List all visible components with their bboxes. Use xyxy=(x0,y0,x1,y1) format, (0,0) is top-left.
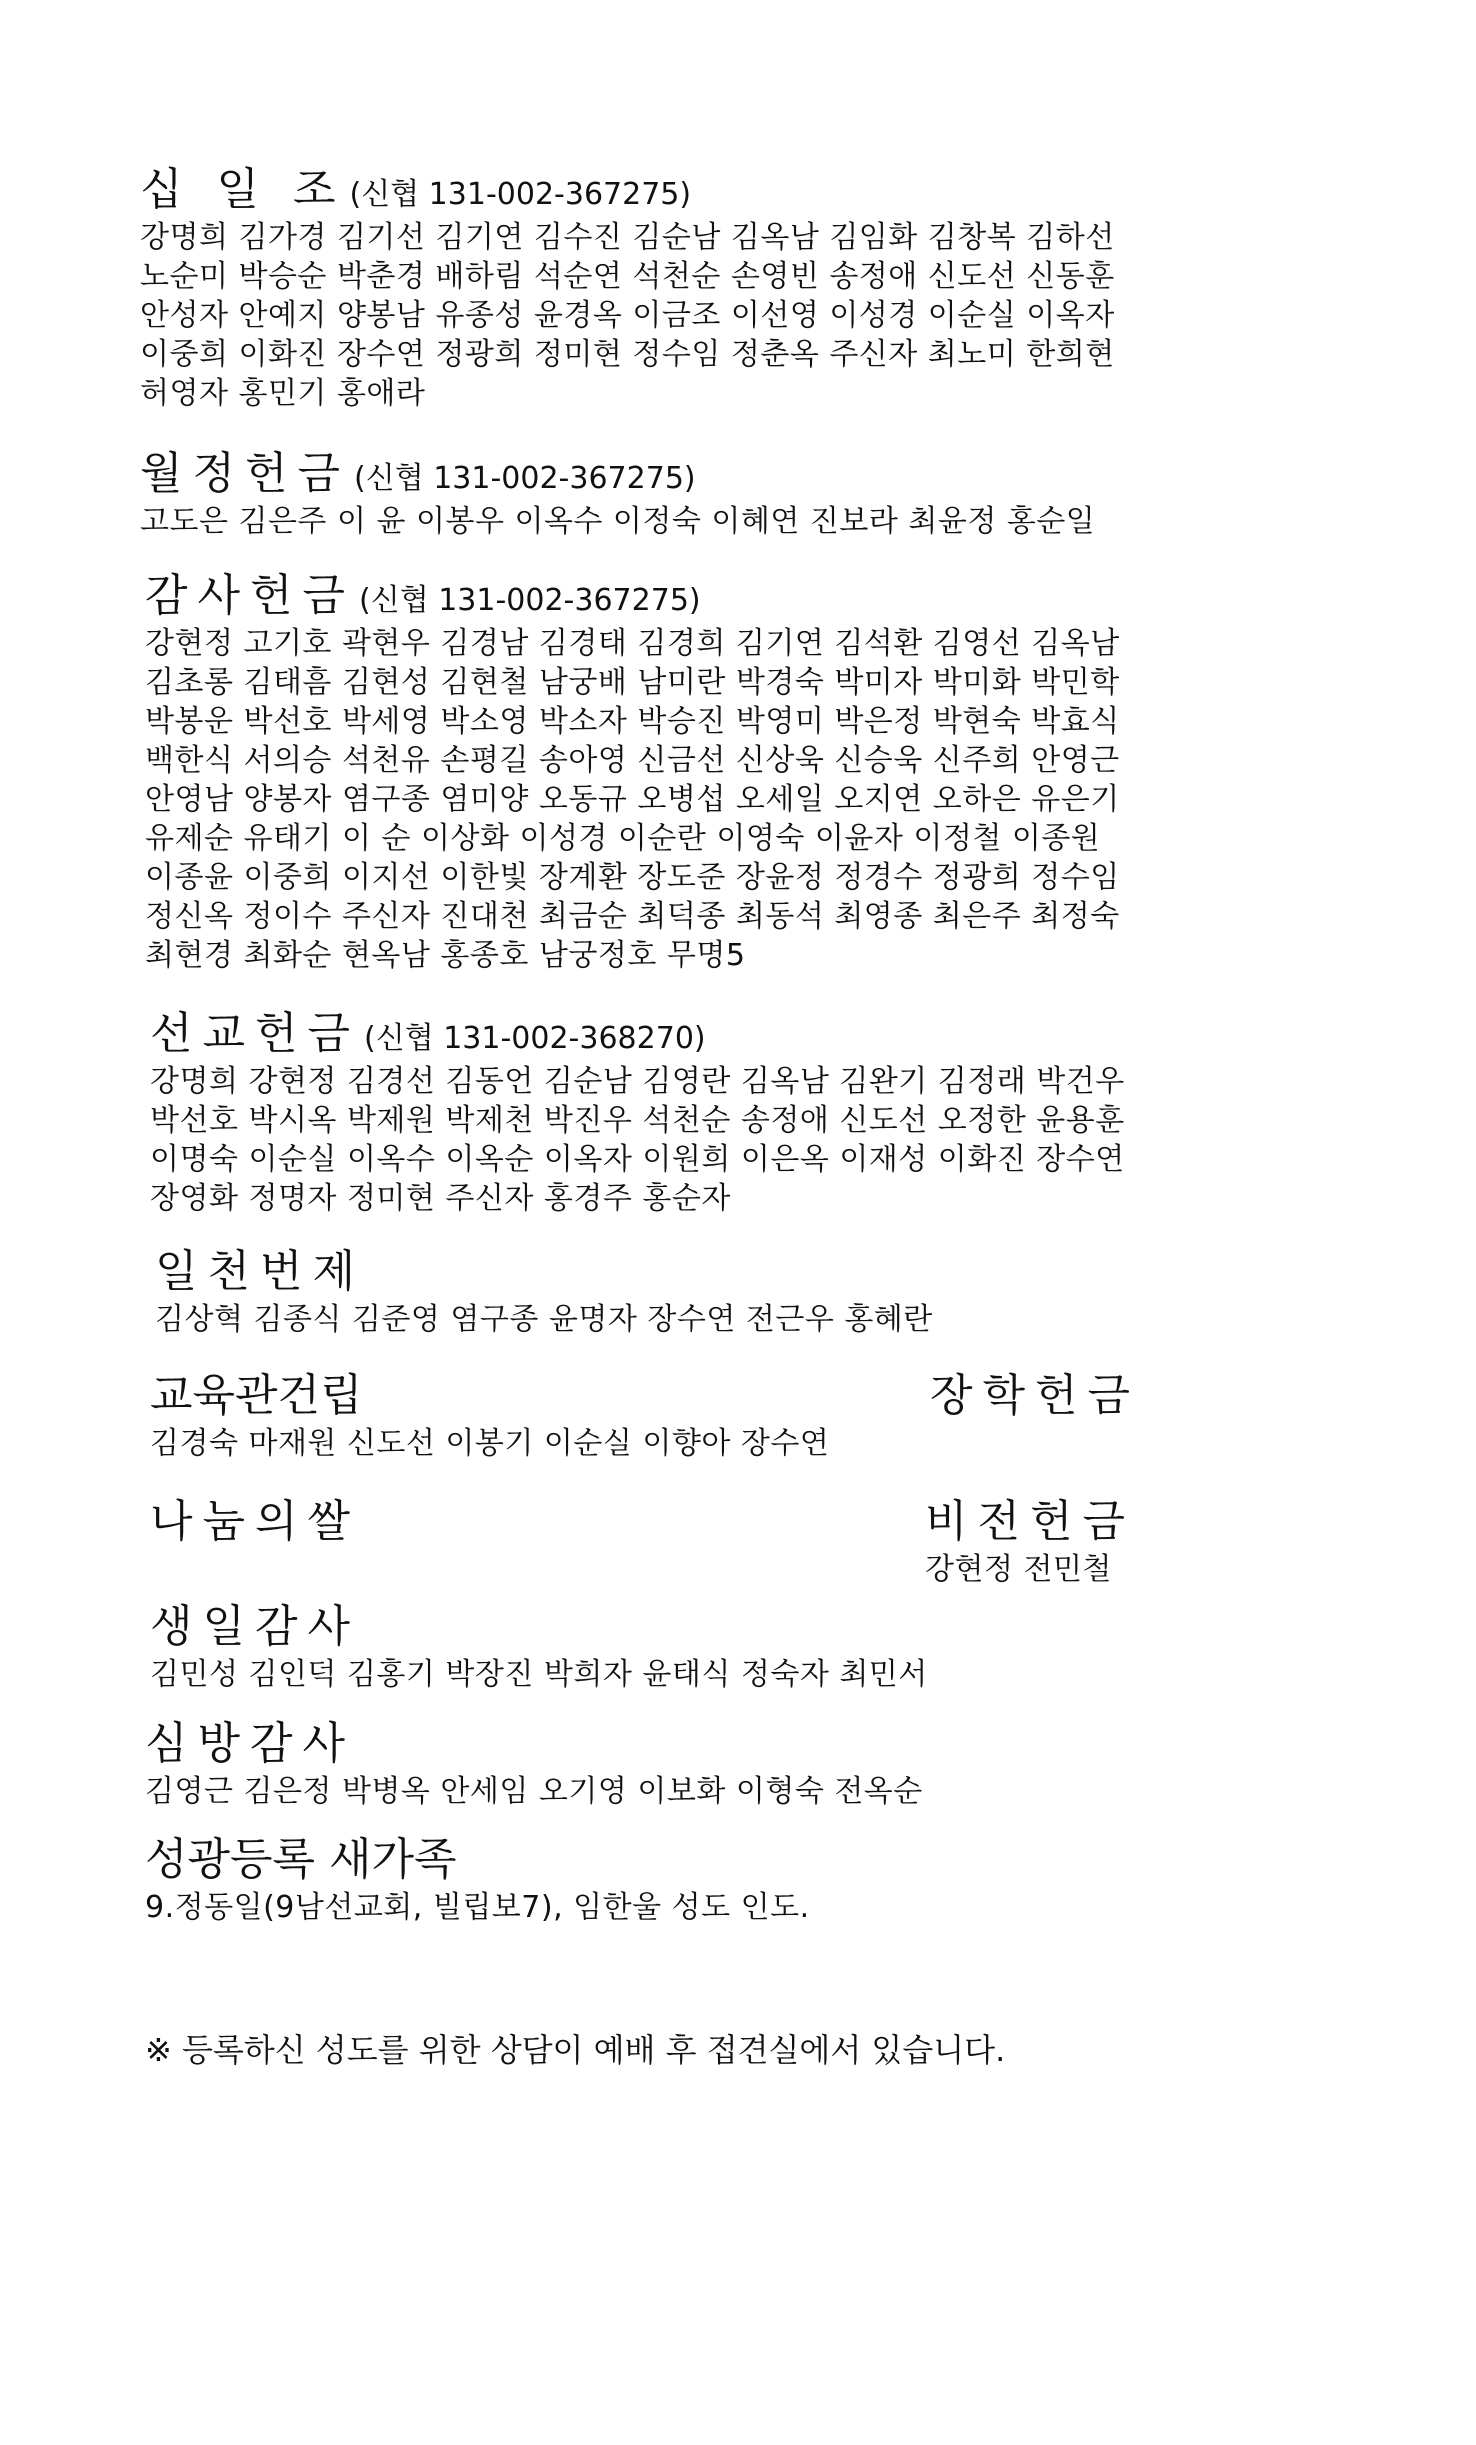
name-line: 안영남 양봉자 염구종 염미양 오동규 오병섭 오세일 오지연 오하은 유은기 xyxy=(145,782,1120,817)
name-line: 노순미 박승순 박춘경 배하림 석순연 석천순 손영빈 송정애 신도선 신동훈 xyxy=(140,259,1115,294)
name-line: 정신옥 정이수 주신자 진대천 최금순 최덕종 최동석 최영종 최은주 최정숙 xyxy=(145,899,1120,934)
name-line: 박선호 박시옥 박제원 박제천 박진우 석천순 송정애 신도선 오정한 윤용훈 xyxy=(150,1103,1125,1138)
scholarship-title: 장학헌금 xyxy=(930,1370,1141,1421)
name-line: 김경숙 마재원 신도선 이봉기 이순실 이향아 장수연 xyxy=(150,1426,830,1461)
tithe-names xyxy=(140,218,1340,413)
rice-section xyxy=(150,1496,361,1547)
name-line: 백한식 서의승 석천유 손평길 송아영 신금선 신상욱 신승욱 신주희 안영근 xyxy=(145,743,1120,778)
name-line: 강현정 전민철 xyxy=(925,1552,1112,1587)
visit-section xyxy=(145,1718,1345,1811)
monthly-account: (신협 131-002-367275) xyxy=(354,461,696,496)
firstfruit-section xyxy=(155,1246,1355,1339)
name-line: 장영화 정명자 정미현 주신자 홍경주 홍순자 xyxy=(150,1181,731,1216)
notice-section xyxy=(145,2025,1005,2071)
scholarship-section xyxy=(930,1370,1141,1421)
monthly-section xyxy=(140,448,1340,541)
name-line: 최현경 최화순 현옥남 홍종호 남궁정호 무명5 xyxy=(145,938,746,973)
visit-names xyxy=(145,1772,1345,1811)
vision-section xyxy=(925,1496,1325,1589)
newfamily-names xyxy=(145,1888,1345,1927)
education-section xyxy=(150,1370,1350,1463)
birthday-section xyxy=(150,1601,1350,1694)
name-line: 김상혁 김종식 김준영 염구종 윤명자 장수연 전근우 홍혜란 xyxy=(155,1302,933,1337)
name-line: 김영근 김은정 박병옥 안세임 오기영 이보화 이형숙 전옥순 xyxy=(145,1774,923,1809)
thanks-account: (신협 131-002-367275) xyxy=(359,583,701,618)
firstfruit-names xyxy=(155,1300,1355,1339)
name-line: 안성자 안예지 양봉남 유종성 윤경옥 이금조 이선영 이성경 이순실 이옥자 xyxy=(140,298,1115,333)
thanks-section xyxy=(145,570,1345,975)
vision-names xyxy=(925,1550,1325,1589)
name-line: 고도은 김은주 이 윤 이봉우 이옥수 이정숙 이혜연 진보라 최윤정 홍순일 xyxy=(140,504,1096,539)
birthday-title: 생일감사 xyxy=(150,1601,361,1652)
name-line: 강명희 김가경 김기선 김기연 김수진 김순남 김옥남 김임화 김창복 김하선 xyxy=(140,220,1115,255)
newfamily-title: 성광등록 새가족 xyxy=(145,1834,457,1885)
education-title: 교육관건립 xyxy=(150,1370,363,1421)
tithe-title: 십 일 조 xyxy=(140,164,346,215)
education-names xyxy=(150,1424,1350,1463)
birthday-names xyxy=(150,1655,1350,1694)
monthly-names xyxy=(140,502,1340,541)
tithe-section xyxy=(140,164,1340,413)
name-line: 이명숙 이순실 이옥수 이옥순 이옥자 이원희 이은옥 이재성 이화진 장수연 xyxy=(150,1142,1125,1177)
tithe-account: (신협 131-002-367275) xyxy=(349,177,692,212)
name-line: 유제순 유태기 이 순 이상화 이성경 이순란 이영숙 이윤자 이정철 이종원 xyxy=(145,821,1101,856)
vision-title: 비전헌금 xyxy=(925,1496,1136,1547)
visit-title: 심방감사 xyxy=(145,1718,356,1769)
name-line: 이종윤 이중희 이지선 이한빛 장계환 장도준 장윤정 정경수 정광희 정수임 xyxy=(145,860,1120,895)
rice-title: 나눔의쌀 xyxy=(150,1496,361,1547)
name-line: 김민성 김인덕 김홍기 박장진 박희자 윤태식 정숙자 최민서 xyxy=(150,1657,928,1692)
thanks-names xyxy=(145,624,1345,975)
mission-names xyxy=(150,1062,1350,1218)
name-line: 김초롱 김태흠 김현성 김현철 남궁배 남미란 박경숙 박미자 박미화 박민학 xyxy=(145,665,1120,700)
notice-text: ※ 등록하신 성도를 위한 상담이 예배 후 접견실에서 있습니다. xyxy=(145,2031,1006,2069)
name-line: 박봉운 박선호 박세영 박소영 박소자 박승진 박영미 박은정 박현숙 박효식 xyxy=(145,704,1120,739)
name-line: 9.정동일(9남선교회, 빌립보7), 임한울 성도 인도. xyxy=(145,1890,810,1925)
firstfruit-title: 일천번제 xyxy=(155,1246,366,1297)
mission-account: (신협 131-002-368270) xyxy=(364,1021,706,1056)
newfamily-section xyxy=(145,1834,1345,1927)
thanks-title: 감사헌금 xyxy=(145,570,356,621)
name-line: 강명희 강현정 김경선 김동언 김순남 김영란 김옥남 김완기 김정래 박건우 xyxy=(150,1064,1125,1099)
mission-section xyxy=(150,1008,1350,1218)
name-line: 이중희 이화진 장수연 정광희 정미현 정수임 정춘옥 주신자 최노미 한희현 xyxy=(140,337,1115,372)
monthly-title: 월정헌금 xyxy=(140,448,351,499)
mission-title: 선교헌금 xyxy=(150,1008,361,1059)
name-line: 강현정 고기호 곽현우 김경남 김경태 김경희 김기연 김석환 김영선 김옥남 xyxy=(145,626,1120,661)
name-line: 허영자 홍민기 홍애라 xyxy=(140,376,426,411)
